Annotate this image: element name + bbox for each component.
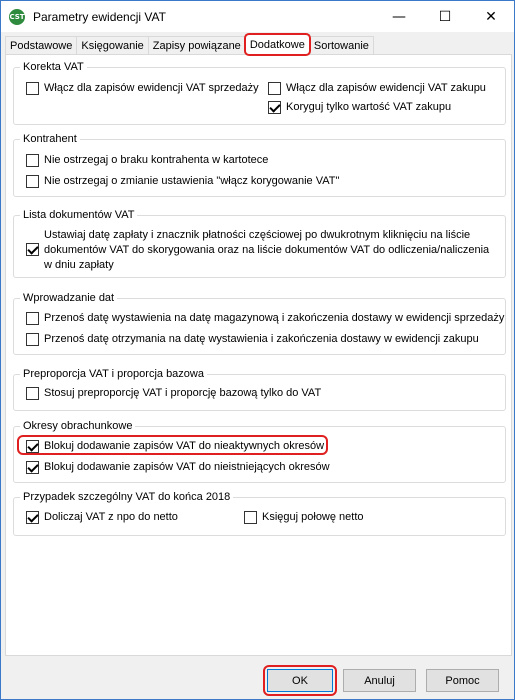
ok-button[interactable]: OK bbox=[267, 669, 333, 692]
checkbox-label: Blokuj dodawanie zapisów VAT do nieaktywnych okresów bbox=[44, 440, 325, 452]
checkbox-row[interactable] bbox=[26, 311, 504, 326]
ustawiaj-date-zaplaty-checkbox[interactable] bbox=[26, 243, 39, 256]
checkbox-label: Koryguj tylko wartość VAT zakupu bbox=[286, 101, 452, 113]
checkbox-row[interactable] bbox=[26, 386, 321, 401]
checkbox-row[interactable] bbox=[26, 153, 268, 168]
checkbox-row[interactable] bbox=[26, 460, 330, 475]
checkbox-row[interactable] bbox=[26, 439, 324, 454]
brak-kontrahenta-checkbox[interactable] bbox=[26, 154, 39, 167]
group-title: Wprowadzanie dat bbox=[23, 292, 115, 304]
help-button[interactable]: Pomoc bbox=[426, 669, 499, 692]
ksieguj-polowe-netto-checkbox[interactable] bbox=[244, 511, 257, 524]
tab-strip bbox=[5, 34, 373, 55]
checkbox-label: Doliczaj VAT z npo do netto bbox=[44, 511, 178, 523]
close-icon[interactable]: ✕ bbox=[485, 8, 497, 25]
checkbox-label: Włącz dla zapisów ewidencji VAT sprzedaży bbox=[44, 82, 259, 94]
korekta-sprzedaz-checkbox[interactable] bbox=[26, 82, 39, 95]
group-title: Preproporcja VAT i proporcja bazowa bbox=[23, 368, 204, 380]
checkbox-row[interactable] bbox=[26, 228, 496, 273]
checkbox-label: Stosuj preproporcję VAT i proporcję bazową tylko do VAT bbox=[44, 387, 322, 399]
group-title: Korekta VAT bbox=[23, 61, 84, 73]
checkbox-label: Przenoś datę wystawienia na datę magazynową i zakończenia dostawy w ewidencji sprzedaży bbox=[44, 312, 505, 324]
checkbox-row[interactable] bbox=[26, 332, 479, 347]
przenos-date-sprzedaz-checkbox[interactable] bbox=[26, 312, 39, 325]
checkbox-row[interactable] bbox=[26, 174, 339, 189]
checkbox-row[interactable] bbox=[268, 100, 451, 115]
checkbox-label: Przenoś datę otrzymania na datę wystawienia i zakończenia dostawy w ewidencji zakupu bbox=[44, 333, 479, 345]
window-title: Parametry ewidencji VAT bbox=[33, 9, 166, 24]
zmiana-ustawienia-checkbox[interactable] bbox=[26, 175, 39, 188]
checkbox-row[interactable] bbox=[26, 510, 178, 525]
group-title: Przypadek szczególny VAT do końca 2018 bbox=[23, 491, 231, 503]
checkbox-label: Ustawiaj datę zapłaty i znacznik płatności częściowej po dwukrotnym kliknięciu na liście dokumentów VAT do skorygowania oraz na liście dokumentów VAT do odliczenia/naliczenia w dniu zapłaty bbox=[44, 229, 490, 271]
group-title: Lista dokumentów VAT bbox=[23, 209, 135, 221]
checkbox-row[interactable] bbox=[26, 81, 259, 96]
checkbox-label: Księguj połowę netto bbox=[262, 511, 364, 523]
title-bar[interactable] bbox=[1, 1, 514, 32]
checkbox-label: Nie ostrzegaj o braku kontrahenta w kartotece bbox=[44, 154, 269, 166]
checkbox-row[interactable] bbox=[244, 510, 364, 525]
blokuj-nieistniejace-checkbox[interactable] bbox=[26, 461, 39, 474]
maximize-icon[interactable]: ☐ bbox=[438, 8, 452, 25]
group-title: Okresy obrachunkowe bbox=[23, 420, 133, 432]
korekta-zakup-checkbox[interactable] bbox=[268, 82, 281, 95]
group-title: Kontrahent bbox=[23, 133, 77, 145]
checkbox-label: Nie ostrzegaj o zmianie ustawienia "włącz korygowanie VAT" bbox=[44, 175, 340, 187]
tab-podstawowe[interactable]: Podstawowe bbox=[5, 36, 77, 55]
tab-dodatkowe[interactable]: Dodatkowe bbox=[245, 34, 310, 55]
minimize-icon[interactable]: — bbox=[392, 8, 406, 25]
koryguj-vat-zakupu-checkbox[interactable] bbox=[268, 101, 281, 114]
tab-ksiegowanie[interactable]: Księgowanie bbox=[76, 36, 148, 55]
doliczaj-vat-checkbox[interactable] bbox=[26, 511, 39, 524]
tab-sortowanie[interactable]: Sortowanie bbox=[309, 36, 374, 55]
blokuj-nieaktywne-checkbox[interactable] bbox=[26, 440, 39, 453]
app-logo-icon: CST bbox=[9, 9, 25, 25]
checkbox-row[interactable] bbox=[268, 81, 486, 96]
przenos-date-zakup-checkbox[interactable] bbox=[26, 333, 39, 346]
checkbox-label: Włącz dla zapisów ewidencji VAT zakupu bbox=[286, 82, 486, 94]
checkbox-label: Blokuj dodawanie zapisów VAT do nieistniejących okresów bbox=[44, 461, 330, 473]
stosuj-preproporcje-checkbox[interactable] bbox=[26, 387, 39, 400]
cancel-button[interactable]: Anuluj bbox=[343, 669, 416, 692]
tab-panel-dodatkowe bbox=[5, 54, 512, 656]
tab-zapisy-powiazane[interactable]: Zapisy powiązane bbox=[148, 36, 246, 55]
